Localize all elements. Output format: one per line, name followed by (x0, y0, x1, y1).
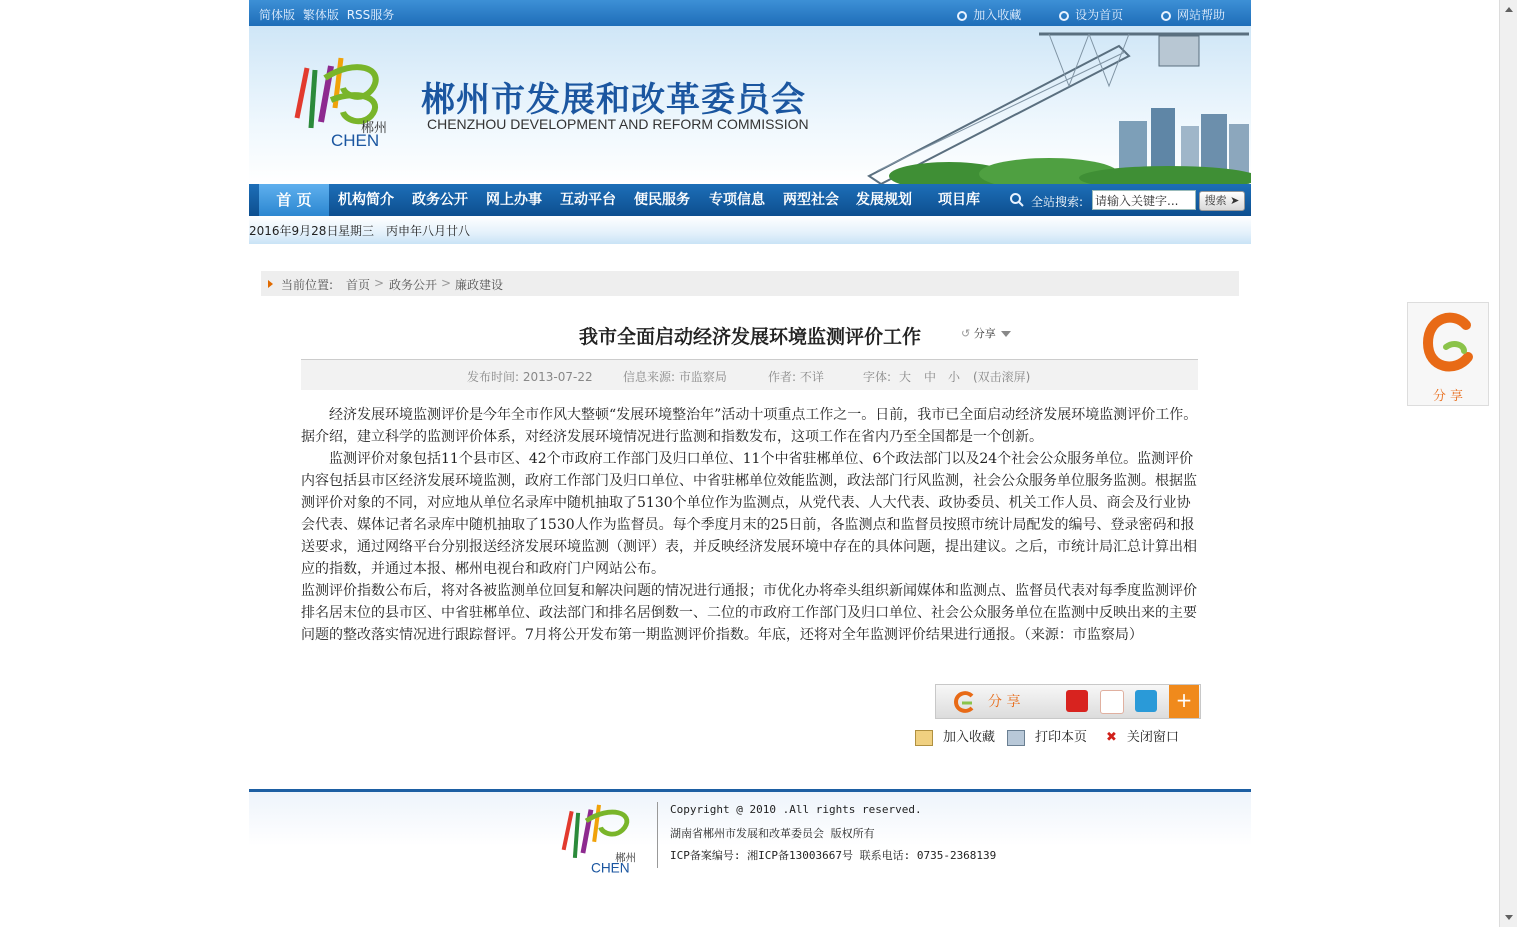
add-favorite-tool[interactable] (915, 726, 995, 746)
breadcrumb-arrow-icon (268, 280, 273, 288)
weibo-icon[interactable] (1100, 690, 1124, 714)
footer-copyright: Copyright @ 2010 .All rights reserved. (670, 803, 922, 816)
nav-item-projects[interactable]: 项目库 (938, 192, 980, 208)
font-size-label: 字体: (863, 370, 892, 384)
article-paragraph: 监测评价对象包括11个县市区、42个市政府工作部门及归口单位、11个中省驻郴单位、6个政法部门以及24个社会公众服务单位。监测评价内容包括县市区经济发展环境监测，政府工作部门及归口单位、中省驻郴单位效能监测，政法部门行风监测，社会公众服务单位服务监测。根据监测评价对象的不同，对应地从单位名录库中随机抽取了5130个单位作为监测点，从党代表、人大代表、政协委员、机关工作人员、商会及行业协会代表、媒体记者名录库中随机抽取了1530人作为监督员。每个季度月末的25日前，各监测点和监督员按照市统计局配发的编号、登录密码和报送要求，通过网络平台分别报送经济发展环境监测（测评）表，并反映经济发展环境中存在的具体问题，提出建议。之后，市统计局汇总计算出相应的指数，并通过本报、郴州电视台和政府门户网站公布。 (301, 451, 1197, 577)
publish-time: 发布时间: 2013-07-22 (467, 370, 593, 384)
nav-item-about[interactable]: 机构简介 (338, 192, 394, 208)
close-window-tool-label: 关闭窗口 (1126, 730, 1179, 745)
page-container (249, 0, 1251, 927)
breadcrumb-separator-icon: > (374, 276, 385, 290)
scroll-down-icon[interactable] (1505, 915, 1513, 920)
article-paragraph: 监测评价指数公布后，将对各被监测单位回复和解决问题的情况进行通报；市优化办将牵头组织新闻媒体和监测点、监督员代表对每季度监测评价排名居末位的县市区、中省驻郴单位、政法部门和排名居倒数一、二位的市政府工作部门及归口单位、社会公众服务单位在监测中反映出来的主要问题的整改落实情况进行跟踪督评。7月将公开发布第一期监测评价指数。年底，还将对全年监测评价结果进行通报。（来源：市监察局） (301, 583, 1197, 643)
nav-item-special-info[interactable]: 专项信息 (709, 192, 765, 208)
rss-link[interactable]: RSS服务 (346, 8, 395, 22)
info-source: 信息来源: 市监察局 (623, 370, 727, 384)
nav-item-affairs[interactable]: 政务公开 (412, 192, 468, 208)
add-favorite-tool-label: 加入收藏 (943, 730, 996, 745)
set-homepage-link[interactable]: 设为首页 (1059, 8, 1123, 22)
nav-item-interaction[interactable]: 互动平台 (560, 192, 616, 208)
breadcrumb (261, 271, 1239, 296)
share-logo-icon (952, 690, 976, 714)
top-bar-left (259, 6, 398, 23)
floating-share-widget[interactable] (1407, 302, 1489, 406)
print-tool[interactable] (1007, 726, 1087, 746)
article-author: 作者: 不详 (768, 370, 824, 384)
renren-icon[interactable] (1066, 690, 1088, 712)
article-meta (301, 359, 1198, 390)
nav-item-online-service[interactable]: 网上办事 (486, 192, 542, 208)
floating-share-logo-icon (1420, 311, 1476, 375)
site-title: 郴州市发展和改革委员会 (421, 80, 806, 120)
font-small-button[interactable]: 小 (948, 370, 961, 384)
top-bar-right (923, 6, 1225, 23)
footer-logo-chen-text: CHEN (590, 860, 630, 874)
logo-city-text: 郴州 (361, 121, 388, 136)
site-help-link[interactable]: 网站帮助 (1161, 8, 1225, 22)
search-button-label: 搜索 (1204, 194, 1227, 207)
search-input[interactable] (1092, 190, 1196, 210)
share-dropdown[interactable] (961, 325, 1011, 341)
share-bar (935, 684, 1201, 719)
footer (249, 792, 1251, 927)
search-button[interactable] (1199, 191, 1245, 211)
close-icon: ✖ (1106, 730, 1117, 745)
search-label: 全站搜索: (1031, 195, 1084, 209)
logo-chen-text: CHEN (331, 131, 380, 148)
article-body (301, 404, 1199, 646)
nav-item-public-service[interactable]: 便民服务 (634, 192, 690, 208)
crane-skyline-illustration (789, 26, 1251, 184)
font-large-button[interactable]: 大 (899, 370, 912, 384)
article-paragraph: 经济发展环境监测评价是今年全市作风大整顿“发展环境整治年”活动十项重点工作之一。日前，我市已全面启动经济发展环境监测评价工作。据介绍，建立科学的监测评价体系，对经济发展环境情况进行监测和指数发布，这项工作在省内乃至全国都是一个创新。 (301, 407, 1198, 445)
breadcrumb-affairs[interactable]: 政务公开 (389, 278, 438, 292)
share-bar-label: 分 享 (988, 694, 1021, 710)
simplified-link[interactable]: 简体版 (259, 8, 296, 22)
nav-item-two-type-society[interactable]: 两型社会 (783, 192, 839, 208)
main-nav (249, 184, 1251, 216)
add-favorite-link[interactable]: 加入收藏 (957, 8, 1021, 22)
more-share-button[interactable]: + (1169, 685, 1199, 718)
footer-owner: 湖南省郴州市发展和改革委员会 版权所有 (670, 827, 875, 840)
scroll-up-icon[interactable] (1505, 7, 1513, 12)
article-title: 我市全面启动经济发展环境监测评价工作 (578, 326, 921, 348)
arrow-right-icon: ➤ (1230, 194, 1240, 207)
nav-home[interactable]: 首 页 (259, 184, 329, 216)
nav-item-planning[interactable]: 发展规划 (856, 192, 912, 208)
site-subtitle: CHENZHOU DEVELOPMENT AND REFORM COMMISSION (427, 116, 809, 132)
breadcrumb-home[interactable]: 首页 (346, 278, 371, 292)
tencent-weibo-icon[interactable] (1135, 690, 1157, 712)
search-icon (1009, 192, 1025, 208)
floating-share-label: 分 享 (1432, 389, 1464, 404)
top-bar (249, 0, 1251, 26)
lunar-date: 丙申年八月廿八 (386, 224, 471, 238)
current-weekday: 星期三 (338, 224, 375, 238)
traditional-link[interactable]: 繁体版 (302, 8, 339, 22)
footer-icp: ICP备案编号: 湘ICP备13003667号 联系电话: 0735-2368139 (670, 849, 997, 862)
vertical-scrollbar[interactable] (1499, 0, 1517, 927)
share-swirl-icon: ↺ (961, 327, 971, 340)
date-bar (249, 216, 1251, 244)
scroll-hint: (双击滚屏) (973, 370, 1031, 384)
breadcrumb-label: 当前位置: (281, 278, 334, 292)
caret-down-icon (1001, 331, 1011, 337)
print-tool-label: 打印本页 (1035, 730, 1088, 745)
footer-vertical-divider (657, 802, 658, 868)
footer-logo-icon (554, 800, 644, 874)
share-dropdown-label: 分享 (973, 327, 996, 340)
chenzhou-logo-icon (285, 48, 397, 148)
folder-icon (915, 730, 933, 746)
font-medium-button[interactable]: 中 (924, 370, 937, 384)
breadcrumb-separator-icon: > (441, 276, 452, 290)
printer-icon (1007, 730, 1025, 746)
current-date: 2016年9月28日 (249, 224, 339, 238)
close-window-tool[interactable] (1106, 726, 1179, 745)
breadcrumb-current[interactable]: 廉政建设 (455, 278, 504, 292)
footer-logo-city-text: 郴州 (615, 852, 636, 865)
header-banner (249, 26, 1251, 184)
